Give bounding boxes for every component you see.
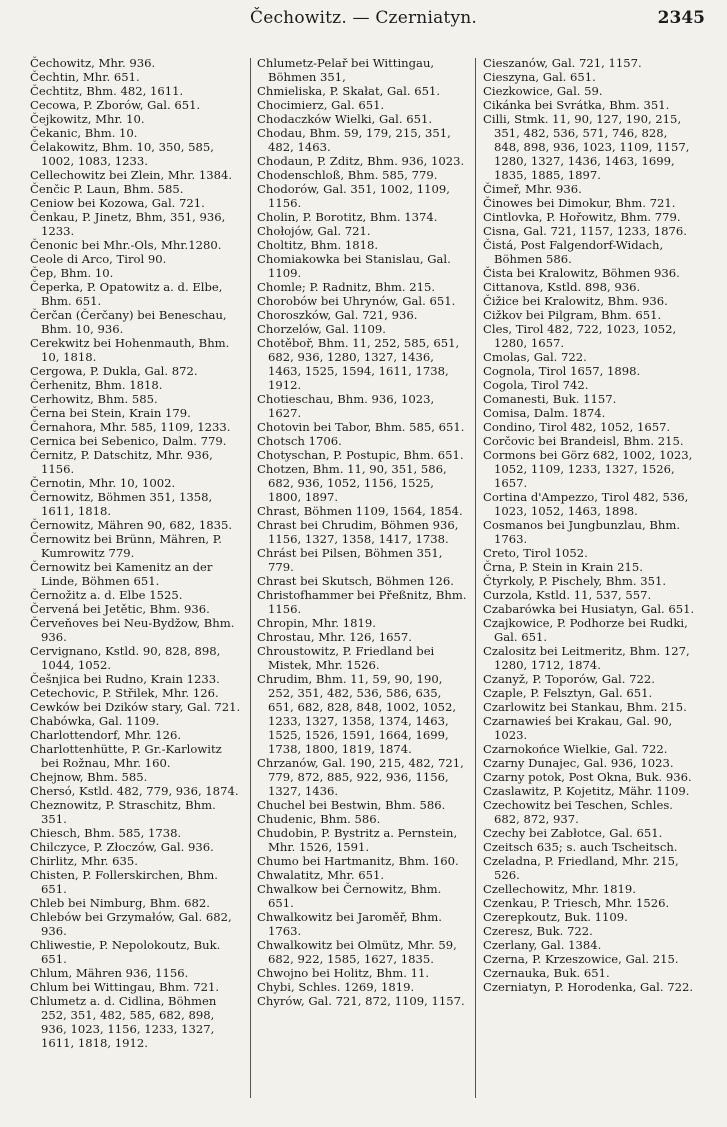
index-entry: Chlumetz-Pelař bei Wittingau, Böhmen 351, <box>257 56 435 84</box>
index-entry: Čeperka, P. Opatowitz a. d. Elbe, Bhm. 651. <box>30 280 223 308</box>
index-entry: Czarny potok, Post Okna, Buk. 936. <box>483 770 692 784</box>
index-entry: Čelakowitz, Bhm. 10, 350, 585, 1002, 1083, 1233. <box>30 140 214 168</box>
index-entry: Comisa, Dalm. 1874. <box>483 406 606 420</box>
index-entry: Čerhenitz, Bhm. 1818. <box>30 378 163 392</box>
index-entry: Čižice bei Kralowitz, Bhm. 936. <box>483 294 668 308</box>
index-entry: Chrást bei Pilsen, Böhmen 351, 779. <box>257 546 443 574</box>
index-entry: Chabówka, Gal. 1109. <box>30 714 160 728</box>
index-entry: Creto, Tirol 1052. <box>483 546 588 560</box>
index-entry: Cerhowitz, Bhm. 585. <box>30 392 158 406</box>
index-entry: Čerčan (Čerčany) bei Beneschau, Bhm. 10, 936. <box>30 308 227 336</box>
index-entry: Comanesti, Buk. 1157. <box>483 392 617 406</box>
index-entry: Cogola, Tirol 742. <box>483 378 589 392</box>
index-entry: Črna, P. Stein in Krain 215. <box>483 560 643 574</box>
index-entry: Chwalkowitz bei Jaroměř, Bhm. 1763. <box>257 910 442 938</box>
index-entry: Chisten, P. Follerskirchen, Bhm. 651. <box>30 868 218 896</box>
index-entry: Černahora, Mhr. 585, 1109, 1233. <box>30 420 231 434</box>
index-entry: Czarnokońce Wielkie, Gal. 722. <box>483 742 668 756</box>
index-entry: Cilli, Stmk. 11, 90, 127, 190, 215, 351, 482, 536, 571, 746, 828, 848, 898, 936, 1023, 1109, 1157, 1280, 1327, 1436, 1463, 1699, 1835, 1885, 1897. <box>483 112 690 182</box>
index-entry: Cecowa, P. Zborów, Gal. 651. <box>30 98 201 112</box>
index-entry: Chleb bei Nimburg, Bhm. 682. <box>30 896 210 910</box>
index-entry: Čechtitz, Bhm. 482, 1611. <box>30 84 184 98</box>
index-entry: Chliwestie, P. Nepolokoutz, Buk. 651. <box>30 938 221 966</box>
index-entry: Czellechowitz, Mhr. 1819. <box>483 882 636 896</box>
index-entry: Čep, Bhm. 10. <box>30 266 114 280</box>
index-entry: Czerlany, Gal. 1384. <box>483 938 602 952</box>
index-entry: Černožitz a. d. Elbe 1525. <box>30 588 183 602</box>
page-header <box>0 6 727 36</box>
index-entry: Cintlovka, P. Hořowitz, Bhm. 779. <box>483 210 681 224</box>
index-entry: Chomiakowka bei Stanislau, Gal. 1109. <box>257 252 451 280</box>
index-entry: Czenkau, P. Triesch, Mhr. 1526. <box>483 896 670 910</box>
index-entry: Čista bei Kralowitz, Böhmen 936. <box>483 266 680 280</box>
index-entry: Chodorów, Gal. 351, 1002, 1109, 1156. <box>257 182 450 210</box>
index-entry: Chrzanów, Gal. 190, 215, 482, 721, 779, 872, 885, 922, 936, 1156, 1327, 1436. <box>257 756 464 798</box>
index-entry: Curzola, Kstld. 11, 537, 557. <box>483 588 652 602</box>
index-entry: Cosmanos bei Jungbunzlau, Bhm. 1763. <box>483 518 681 546</box>
index-entry: Cholin, P. Borotitz, Bhm. 1374. <box>257 210 438 224</box>
index-entry: Čenkau, P. Jinetz, Bhm, 351, 936, 1233. <box>30 210 226 238</box>
index-entry: Chmieliska, P. Skałat, Gal. 651. <box>257 84 441 98</box>
index-entry: Chejnow, Bhm. 585. <box>30 770 148 784</box>
column-divider <box>250 58 251 1098</box>
index-entry: Chocimierz, Gal. 651. <box>257 98 385 112</box>
index-entry: Cisna, Gal. 721, 1157, 1233, 1876. <box>483 224 687 238</box>
index-entry: Češnjica bei Rudno, Krain 1233. <box>30 672 220 686</box>
index-entry: Cerekwitz bei Hohenmauth, Bhm. 10, 1818. <box>30 336 230 364</box>
index-entry: Čtyrkoly, P. Pischely, Bhm. 351. <box>483 574 667 588</box>
index-entry: Cernica bei Sebenico, Dalm. 779. <box>30 434 227 448</box>
index-entry: Černowitz bei Kamenitz an der Linde, Böhmen 651. <box>30 560 213 588</box>
index-entry: Czaple, P. Felsztyn, Gal. 651. <box>483 686 653 700</box>
index-entry: Czalositz bei Leitmeritz, Bhm. 127, 1280, 1712, 1874. <box>483 644 690 672</box>
index-entry: Černowitz, Mähren 90, 682, 1835. <box>30 518 233 532</box>
index-entry: Czaslawitz, P. Kojetitz, Mähr. 1109. <box>483 784 690 798</box>
index-entry: Charlottenhütte, P. Gr.-Karlowitz bei Rožnau, Mhr. 160. <box>30 742 222 770</box>
index-entry: Czerniatyn, P. Horodenka, Gal. 722. <box>483 980 694 994</box>
index-entry: Cormons bei Görz 682, 1002, 1023, 1052, 1109, 1233, 1327, 1526, 1657. <box>483 448 693 490</box>
index-entry: Čenonic bei Mhr.-Ols, Mhr.1280. <box>30 238 222 252</box>
index-entry: Chrast bei Chrudim, Böhmen 936, 1156, 1327, 1358, 1417, 1738. <box>257 518 459 546</box>
index-entry: Ciezkowice, Gal. 59. <box>483 84 603 98</box>
index-entry: Chropin, Mhr. 1819. <box>257 616 376 630</box>
index-entry: Chwojno bei Holitz, Bhm. 11. <box>257 966 430 980</box>
index-entry: Cmolas, Gal. 722. <box>483 350 587 364</box>
index-entry: Černitz, P. Datschitz, Mhr. 936, 1156. <box>30 448 213 476</box>
index-entry: Chrast, Böhmen 1109, 1564, 1854. <box>257 504 463 518</box>
index-entry: Czerepkoutz, Buk. 1109. <box>483 910 628 924</box>
index-entry: Cheznowitz, P. Straschitz, Bhm. 351. <box>30 798 216 826</box>
index-entry: Cergowa, P. Dukla, Gal. 872. <box>30 364 198 378</box>
index-entry: Červená bei Jetětic, Bhm. 936. <box>30 602 210 616</box>
index-entry: Chwalatitz, Mhr. 651. <box>257 868 385 882</box>
index-entry: Christofhammer bei Přeßnitz, Bhm. 1156. <box>257 588 467 616</box>
index-entry: Chlumetz a. d. Cidlina, Böhmen 252, 351, 482, 585, 682, 898, 936, 1023, 1156, 1233, 1327, 1611, 1818, 1912. <box>30 994 217 1050</box>
index-entry: Chybi, Schles. 1269, 1819. <box>257 980 415 994</box>
index-entry: Chodaun, P. Zditz, Bhm. 936, 1023. <box>257 154 465 168</box>
index-entry: Chodenschloß, Bhm. 585, 779. <box>257 168 438 182</box>
index-entry: Cortina d'Ampezzo, Tirol 482, 536, 1023, 1052, 1463, 1898. <box>483 490 689 518</box>
index-entry: Chuchel bei Bestwin, Bhm. 586. <box>257 798 446 812</box>
index-entry: Cewków bei Dzików stary, Gal. 721. <box>30 700 241 714</box>
index-entry: Chorobów bei Uhrynów, Gal. 651. <box>257 294 456 308</box>
index-entry: Charlottendorf, Mhr. 126. <box>30 728 182 742</box>
index-entry: Czabarówka bei Husiatyn, Gal. 651. <box>483 602 695 616</box>
index-entry: Choroszków, Gal. 721, 936. <box>257 308 418 322</box>
index-entry: Chudenic, Bhm. 586. <box>257 812 381 826</box>
index-entry: Czanyž, P. Toporów, Gal. 722. <box>483 672 655 686</box>
index-entry: Czarnawieś bei Krakau, Gal. 90, 1023. <box>483 714 673 742</box>
index-entry: Chlum, Mähren 936, 1156. <box>30 966 189 980</box>
index-entry: Chotsch 1706. <box>257 434 342 448</box>
index-entry: Čechtin, Mhr. 651. <box>30 70 140 84</box>
index-entry: Cles, Tirol 482, 722, 1023, 1052, 1280, 1657. <box>483 322 677 350</box>
index-entry: Cittanova, Kstld. 898, 936. <box>483 280 641 294</box>
index-entry: Corčovic bei Brandeisl, Bhm. 215. <box>483 434 684 448</box>
index-entry: Choltitz, Bhm. 1818. <box>257 238 379 252</box>
index-entry: Chudobin, P. Bystritz a. Pernstein, Mhr. 1526, 1591. <box>257 826 458 854</box>
index-entry: Cervignano, Kstld. 90, 828, 898, 1044, 1052. <box>30 644 221 672</box>
index-column-1 <box>30 56 242 1106</box>
index-entry: Chilczyce, P. Złoczów, Gal. 936. <box>30 840 214 854</box>
index-entry: Chodau, Bhm. 59, 179, 215, 351, 482, 1463. <box>257 126 451 154</box>
index-entry: Čechowitz, Mhr. 936. <box>30 56 156 70</box>
index-entry: Činowes bei Dimokur, Bhm. 721. <box>483 196 676 210</box>
index-entry: Chotovin bei Tabor, Bhm. 585, 651. <box>257 420 465 434</box>
index-entry: Ceole di Arco, Tirol 90. <box>30 252 167 266</box>
index-entry: Černowitz, Böhmen 351, 1358, 1611, 1818. <box>30 490 213 518</box>
index-entry: Chirlitz, Mhr. 635. <box>30 854 138 868</box>
index-entry: Černowitz bei Brünn, Mähren, P. Kumrowitz 779. <box>30 532 222 560</box>
index-entry: Chomle; P. Radnitz, Bhm. 215. <box>257 280 436 294</box>
index-entry: Czernauka, Buk. 651. <box>483 966 610 980</box>
page-title: Čechowitz. — Czerniatyn. <box>249 8 478 28</box>
index-entry: Condino, Tirol 482, 1052, 1657. <box>483 420 671 434</box>
index-entry: Chrostau, Mhr. 126, 1657. <box>257 630 412 644</box>
index-entry: Chwalkow bei Černowitz, Bhm. 651. <box>257 882 442 910</box>
index-entry: Chołojów, Gal. 721. <box>257 224 371 238</box>
index-entry: Cižkov bei Pilgram, Bhm. 651. <box>483 308 662 322</box>
index-entry: Czeitsch 635; s. auch Tscheitsch. <box>483 840 678 854</box>
index-entry: Chrudim, Bhm. 11, 59, 90, 190, 252, 351, 482, 536, 586, 635, 651, 682, 828, 848, 1002, 1052, 1233, 1327, 1358, 1374, 1463, 1525, 1526, 1591, 1664, 1699, 1738, 1800, 1819, 1874. <box>257 672 457 756</box>
index-entry: Černotin, Mhr. 10, 1002. <box>30 476 176 490</box>
index-entry: Čimeř, Mhr. 936. <box>483 182 582 196</box>
index-entry: Chlebów bei Grzymałów, Gal. 682, 936. <box>30 910 232 938</box>
page-number: 2345 <box>657 8 705 28</box>
index-entry: Chiesch, Bhm. 585, 1738. <box>30 826 182 840</box>
index-entry: Chlum bei Wittingau, Bhm. 721. <box>30 980 220 994</box>
index-entry: Cellechowitz bei Zlein, Mhr. 1384. <box>30 168 233 182</box>
index-entry: Čejkowitz, Mhr. 10. <box>30 112 145 126</box>
index-entry: Cieszanów, Gal. 721, 1157. <box>483 56 642 70</box>
index-entry: Chersó, Kstld. 482, 779, 936, 1874. <box>30 784 239 798</box>
index-entry: Chwalkowitz bei Olmütz, Mhr. 59, 682, 922, 1585, 1627, 1835. <box>257 938 457 966</box>
index-entry: Chotieschau, Bhm. 936, 1023, 1627. <box>257 392 435 420</box>
index-entry: Czechy bei Zabłotce, Gal. 651. <box>483 826 663 840</box>
index-entry: Ceniow bei Kozowa, Gal. 721. <box>30 196 205 210</box>
index-entry: Czechowitz bei Teschen, Schles. 682, 872, 937. <box>483 798 673 826</box>
index-entry: Czeresz, Buk. 722. <box>483 924 593 938</box>
index-entry: Chotěboř, Bhm. 11, 252, 585, 651, 682, 936, 1280, 1327, 1436, 1463, 1525, 1594, 1611, 1738, 1912. <box>257 336 460 392</box>
index-entry: Chotzen, Bhm. 11, 90, 351, 586, 682, 936, 1052, 1156, 1525, 1800, 1897. <box>257 462 447 504</box>
column-divider <box>475 58 476 1098</box>
index-entry: Czeladna, P. Friedland, Mhr. 215, 526. <box>483 854 679 882</box>
index-entry: Červeňoves bei Neu-Bydžow, Bhm. 936. <box>30 616 235 644</box>
index-entry: Chorzelów, Gal. 1109. <box>257 322 386 336</box>
index-entry: Czarny Dunajec, Gal. 936, 1023. <box>483 756 674 770</box>
index-entry: Chotyschan, P. Postupic, Bhm. 651. <box>257 448 464 462</box>
index-entry: Chumo bei Hartmanitz, Bhm. 160. <box>257 854 459 868</box>
index-entry: Cikánka bei Svrátka, Bhm. 351. <box>483 98 670 112</box>
index-entry: Czajkowice, P. Podhorze bei Rudki, Gal. 651. <box>483 616 688 644</box>
index-entry: Czarlowitz bei Stankau, Bhm. 215. <box>483 700 687 714</box>
index-entry: Czerna, P. Krzeszowice, Gal. 215. <box>483 952 679 966</box>
index-entry: Čekanic, Bhm. 10. <box>30 126 138 140</box>
index-entry: Chodaczków Wielki, Gal. 651. <box>257 112 433 126</box>
index-entry: Cetechovic, P. Střilek, Mhr. 126. <box>30 686 219 700</box>
index-entry: Čistá, Post Falgendorf-Widach, Böhmen 586. <box>483 238 664 266</box>
index-entry: Chyrów, Gal. 721, 872, 1109, 1157. <box>257 994 465 1008</box>
index-entry: Cieszyna, Gal. 651. <box>483 70 596 84</box>
index-column-3 <box>483 56 695 1106</box>
index-entry: Čenčic P. Laun, Bhm. 585. <box>30 182 184 196</box>
index-entry: Chrast bei Skutsch, Böhmen 126. <box>257 574 454 588</box>
index-entry: Černa bei Stein, Krain 179. <box>30 406 191 420</box>
index-column-2 <box>257 56 469 1106</box>
index-entry: Chroustowitz, P. Friedland bei Mistek, Mhr. 1526. <box>257 644 435 672</box>
index-entry: Cognola, Tirol 1657, 1898. <box>483 364 641 378</box>
